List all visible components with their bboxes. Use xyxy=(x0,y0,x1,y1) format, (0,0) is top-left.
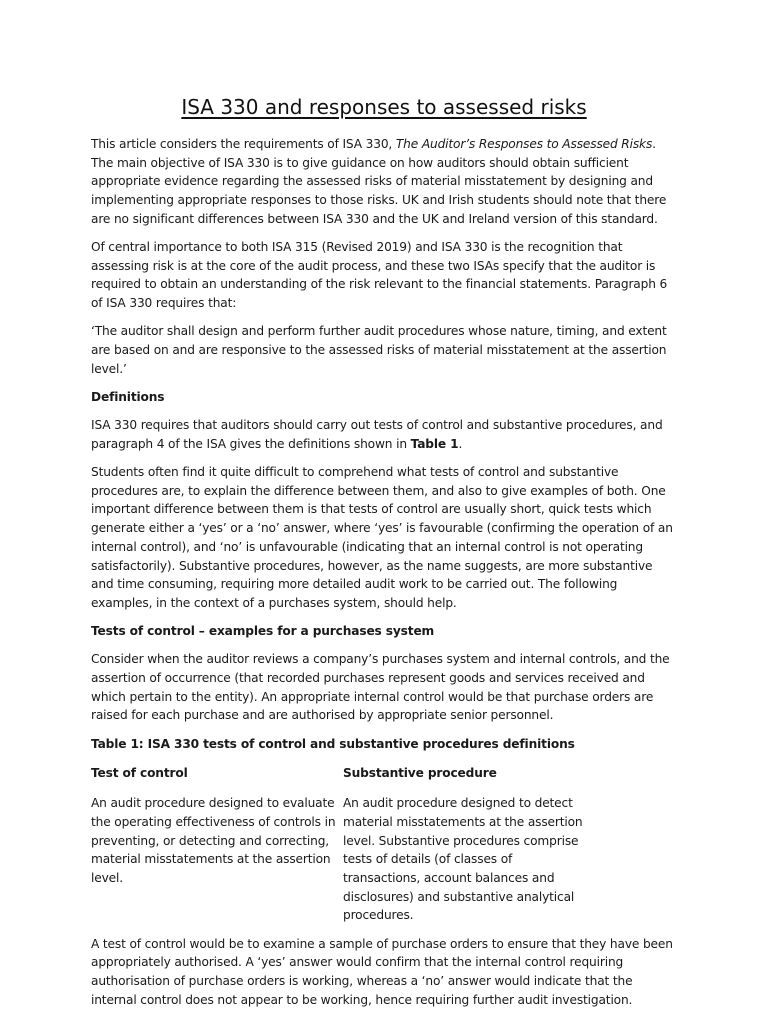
consider-paragraph: Consider when the auditor reviews a company’s purchases system and internal controls, and the assertion of occurrence (that recorded purchases represent goods and services received and which pertain to the entity). An appropriate internal control would be that purchase orders are raised for each purchase and are authorised by appropriate senior personnel. xyxy=(91,652,670,723)
intro-text-start: This article considers the requirements of ISA 330, xyxy=(91,137,396,151)
page-title: ISA 330 and responses to assessed risks xyxy=(181,95,587,119)
final-paragraph: A test of control would be to examine a sample of purchase orders to ensure that they have been appropriately authorised. A ‘yes’ answer would confirm that the internal control requiring authorisation of purchase orders is working, whereas a ‘no’ answer would indicate that the internal control does not appear to be working, hence requiring further audit investigation. xyxy=(91,936,673,1007)
table-header-test-of-control: Test of control xyxy=(91,766,188,781)
table-1-reference: Table 1 xyxy=(410,436,459,451)
table-cell-substantive-procedure: An audit procedure designed to detect material misstatements at the assertion level. Substantive procedures comprise tests of details (of classes of transactions, account balances and disclosures) and substantive analytical procedures. xyxy=(343,796,583,923)
central-importance-paragraph: Of central importance to both ISA 315 (Revised 2019) and ISA 330 is the recognition that assessing risk is at the core of the audit process, and these two ISAs specify that the auditor is required to obtain an understanding of the risk relevant to the financial statements. Paragraph 6 of ISA 330 requires that: xyxy=(91,240,668,311)
definitions-text-end: . xyxy=(458,436,463,451)
students-paragraph: Students often find it quite difficult to comprehend what tests of control and substantive procedures are, to explain the difference between them, and also to give examples of both. One important difference between them is that tests of control are usually short, quick tests which generate either a ‘yes’ or a ‘no’ answer, where ‘yes’ is favourable (confirming the operation of an internal control), and ‘no’ is unfavourable (indicating that an internal control is not operating satisfactorily). Substantive procedures, however, as the name suggests, are more substantive and time consuming, requiring more detailed audit work to be carried out. The following examples, in the context of a purchases system, should help. xyxy=(91,465,673,610)
tests-of-control-heading: Tests of control – examples for a purchases system xyxy=(91,624,435,639)
definitions-paragraph xyxy=(91,416,677,453)
definitions-heading: Definitions xyxy=(91,389,165,404)
table-cell-test-of-control: An audit procedure designed to evaluate the operating effectiveness of controls in preventing, or detecting and correcting, material misstatements at the assertion level. xyxy=(91,796,336,885)
standard-title-italic: The Auditor’s Responses to Assessed Risks xyxy=(395,137,653,151)
definitions-table-row xyxy=(91,794,677,925)
intro-paragraph xyxy=(91,135,677,229)
quote-paragraph: ‘The auditor shall design and perform further audit procedures whose nature, timing, and extent are based on and are responsive to the assessed risks of material misstatement at the assertion level.’ xyxy=(91,324,667,376)
definitions-text-start: ISA 330 requires that auditors should carry out tests of control and substantive procedures, and paragraph 4 of the ISA gives the definitions shown in xyxy=(91,418,663,451)
definitions-table-header xyxy=(91,764,677,783)
intro-text-end: . The main objective of ISA 330 is to give guidance on how auditors should obtain sufficient appropriate evidence regarding the assessed risks of material misstatement by designing and implementing appropriate responses to those risks. UK and Irish students should note that there are no significant differences between ISA 330 and the UK and Ireland version of this standard. xyxy=(91,137,667,226)
table-header-substantive-procedure: Substantive procedure xyxy=(343,766,497,781)
table-caption: Table 1: ISA 330 tests of control and substantive procedures definitions xyxy=(91,736,575,751)
